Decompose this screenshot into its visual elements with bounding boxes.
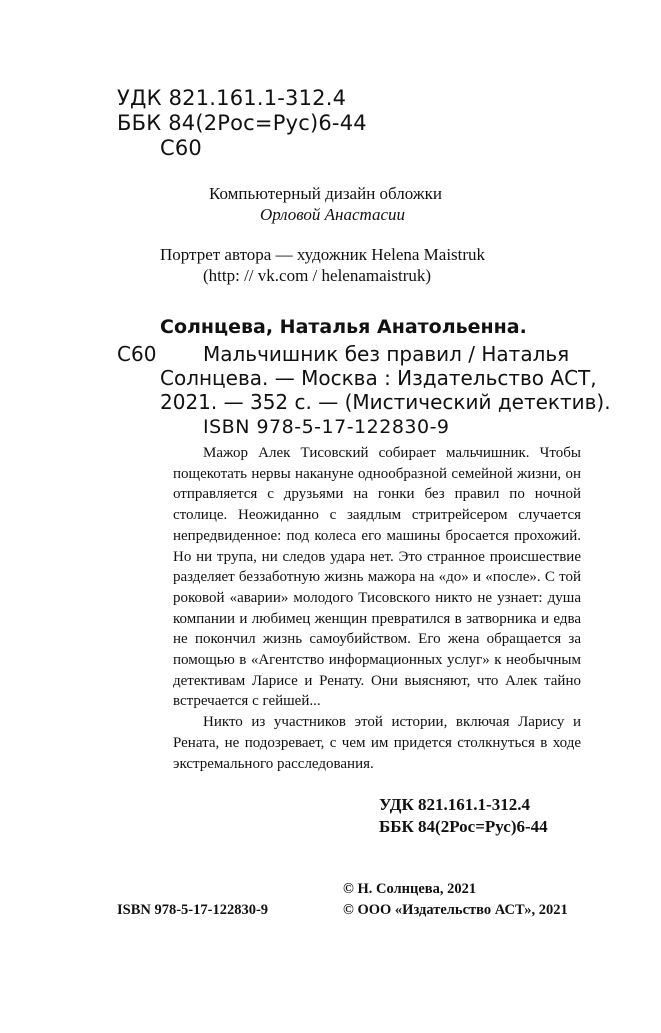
annotation-paragraph: Мажор Алек Тисовский собирает мальчишник. Чтобы пощекотать нервы накануне однообразной семейной жизни, он отправляется с друзьями на гонки без правил по ночной столице. Неожиданно с заядлым стритрейсером случается непредвиденное: под колеса его машины бросается прохожий. Но ни трупа, ни следов удара нет. Это странное происшествие разделяет беззаботную жизнь мажора на «до» и «после». С той роковой «аварии» молодого Тисовского никто не узнает: душа компании и любимец женщин превратился в затворника и едва не покончил жизнь самоубийством. Его жена обращается за помощью в «Агентство информационных услуг» к необычным детективам Ларисе и Ренату. Они выясняют, что Алек тайно встречается с гейшей...: [173, 445, 581, 710]
annotation-paragraph: Никто из участников этой истории, включая Ларису и Рената, не подозревает, с чем им придется столкнуться в ходе экстремального расследования.: [173, 714, 581, 772]
footer-udk: УДК 821.161.1-312.4: [379, 795, 530, 814]
portrait-credit: Портрет автора — художник Helena Maistruk: [160, 245, 486, 264]
footer-isbn: ISBN 978-5-17-122830-9: [117, 902, 269, 918]
footer-bbk: ББК 84(2Рос=Рус)6-44: [379, 817, 548, 836]
bib-line-3: 2021. — 352 с. — (Мистический детектив).: [160, 390, 611, 414]
udk-code: УДК 821.161.1-312.4: [117, 86, 347, 110]
cover-designer: Орловой Анастасии: [260, 205, 406, 224]
author-sign: С60: [160, 136, 202, 160]
annotation: [173, 443, 581, 774]
author-heading: Солнцева, Наталья Анатольенна.: [160, 316, 527, 338]
bib-line-1: Мальчишник без правил / Наталья: [203, 342, 570, 366]
bib-line-2: Солнцева. — Москва : Издательство АСТ,: [160, 366, 597, 390]
cover-design-label: Компьютерный дизайн обложки: [209, 184, 442, 203]
bbk-code: ББК 84(2Рос=Рус)6-44: [117, 111, 367, 135]
copyright-author: © Н. Солнцева, 2021: [343, 881, 477, 897]
bib-isbn: ISBN 978-5-17-122830-9: [203, 416, 450, 438]
portrait-url: (http: // vk.com / helenamaistruk): [203, 266, 432, 285]
copyright-publisher: © ООО «Издательство АСТ», 2021: [343, 902, 568, 918]
bib-sign: С60: [117, 342, 157, 366]
